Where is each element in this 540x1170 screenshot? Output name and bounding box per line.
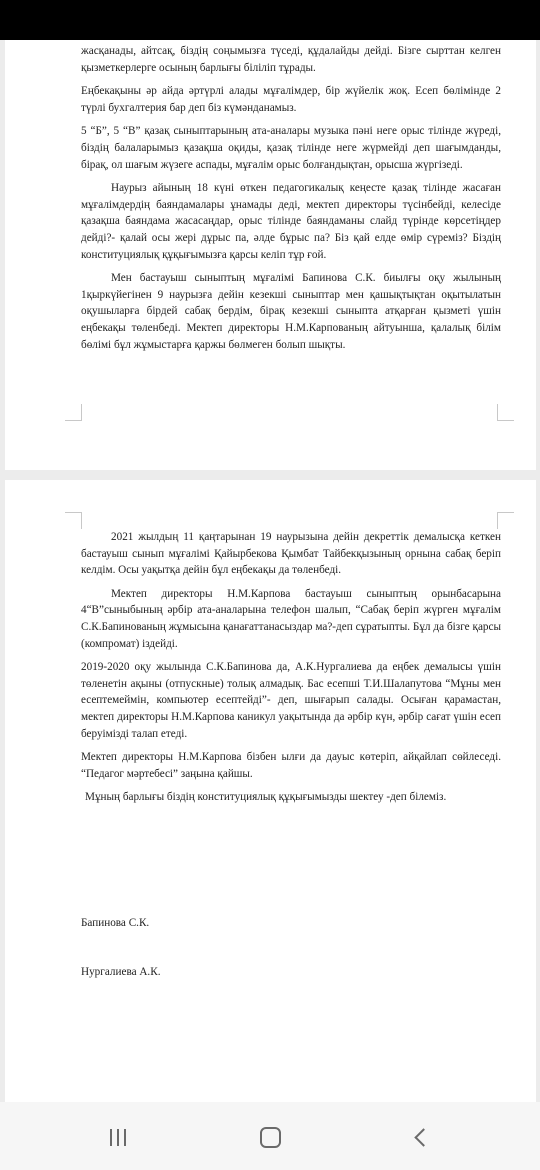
page-2-text: [81, 529, 501, 813]
signature-name: Нургалиева А.К.: [81, 966, 161, 978]
recent-apps-button[interactable]: [98, 1122, 138, 1152]
back-icon: [414, 1128, 432, 1146]
paragraph: Мектеп директоры Н.М.Карпова бастауыш сыныптың орынбасарына 4“В”сыныбының әрбір ата-аналарына телефон шалып, “Сабақ беріп жүрген мұғалім С.К.Бапинованың жұмысына қанағаттанасыздар ма?-деп сұратыпты. Бұл да бізге қарсы (компромат) іздейді.: [81, 587, 501, 650]
home-icon: [260, 1127, 281, 1148]
navigation-bar: [0, 1102, 540, 1170]
margin-marker: [497, 512, 514, 529]
margin-marker: [65, 404, 82, 421]
paragraph: жасқанады, айтсақ, біздің соңымызға түседі, құдалайды дейді. Бізге сырттан келген қызметкерлерге осының барлығы біліліп тұрады.: [81, 45, 501, 74]
paragraph: 5 “Б”, 5 “В” қазақ сыныптарының ата-аналары музыка пәні неге орыс тілінде жүреді, біздің балаларымыз қазақша оқиды, қазақ тілінде неге жүрмейді деп шағымданды, бірақ, ол шағым жүзеге аспады, мұғалім орыс болғандықтан, орысша жүргізеді.: [81, 125, 501, 171]
back-button[interactable]: [400, 1122, 440, 1152]
document-page-1: [5, 40, 536, 470]
margin-marker: [497, 404, 514, 421]
paragraph: 2019-2020 оқу жылында С.К.Бапинова да, А.К.Нургалиева да еңбек демалысы үшін төленетін ақыны (отпускные) толық алмадық. Бас есепші Т.И.Шалапутова “Мұны мен есептемеймін, компьютер есептейді”- деп, шығарып салады. Осыған қарамастан, мектеп директоры Н.М.Карпова каникул уақытында да әрбір күн, әрбір сағат үшін есеп беруімізді талап етеді.: [81, 661, 501, 740]
document-page-2: [5, 480, 536, 1102]
home-button[interactable]: [250, 1122, 290, 1152]
page-1-text: [81, 43, 501, 360]
paragraph: 2021 жылдың 11 қаңтарынан 19 наурызына дейін декреттік демалысқа кеткен бастауыш сынып мұғалімі Қайырбекова Қымбат Тайбекқызының орнына сабақ беріп келдім. Осы уақытқа дейін бұл еңбекақы да төленбеді.: [81, 531, 501, 577]
paragraph: Наурыз айының 18 күні өткен педагогикалық кеңесте қазақ тілінде жасаған мұғалімдердің баяндамалары ұнамады деді, мектеп директоры түсінбейді, келесіде қазақша баяндама жасасаңдар, орыс тілінде баяндаманы слайд түрінде көрсетіңдер дейді?- қалай осы жері дұрыс па, әлде бұрыс па? Біз қай елде өмір сүреміз? Біздің конституциялық құқығымызға қарсы келіп тұр ғой.: [81, 182, 501, 261]
margin-marker: [65, 512, 82, 529]
recent-apps-icon: [110, 1129, 126, 1146]
status-bar: [0, 0, 540, 40]
paragraph: Мен бастауыш сыныптың мұғалімі Бапинова С.К. биылғы оқу жылының 1қыркүйегінен 9 наурызға дейін кезекші сыныптар мен қашықтықтан оқытылатын оқушыларға бірдей сабақ бердім, бірақ кезекші сыныпта атқарған қызметі үшін еңбекақы төленбеді. Мектеп директоры Н.М.Карпованың айтуынша, қалалық білім бөлімі бұл жұмыстарға қаржы бөлмеген болып шықты.: [81, 272, 501, 351]
paragraph: Мұның барлығы біздің конституциялық құқығымызды шектеу -деп білеміз.: [85, 791, 447, 804]
paragraph: Мектеп директоры Н.М.Карпова бізбен ылғи да дауыс көтеріп, айқайлап сөйлеседі. “Педагог мәртебесі” заңына қайшы.: [81, 751, 501, 780]
signature-name: Бапинова С.К.: [81, 917, 150, 929]
paragraph: Еңбекақыны әр айда әртүрлі алады мұғалімдер, бір жүйелік жоқ. Есеп бөлімінде 2 түрлі бухгалтерия бар деп біз күмәнданамыз.: [81, 85, 501, 114]
